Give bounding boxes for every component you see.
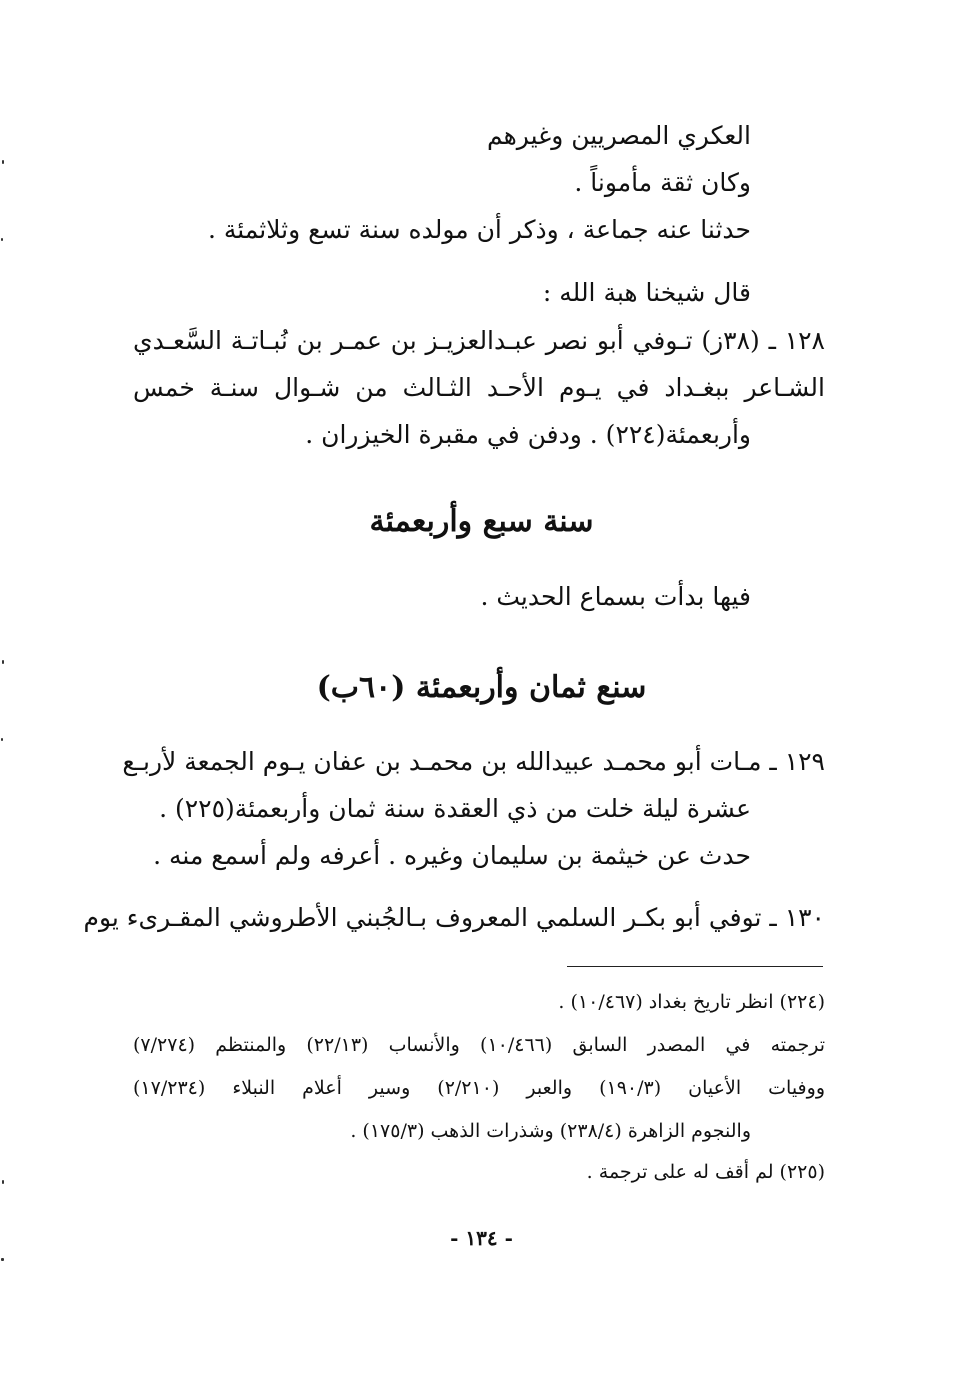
scan-speck [2,1180,4,1184]
entry-129-line-2: عشرة ليلة خلت من ذي العقدة سنة ثمان وأربعمئة(٢٢٥) . [159,794,751,823]
page-number: - ١٣٤ - [450,1226,513,1250]
footnote-224-line-3: ووفيات الأعيان (١٩٠/٣) والعبر (٢/٢١٠) وسير أعلام النبلاء (١٧/٢٣٤) [133,1077,825,1099]
entry-128-line-3: وأربعمئة(٢٢٤) . ودفن في مقبرة الخيزران . [305,420,751,449]
intro-line-2: وكان ثقة مأموناً . [574,168,751,197]
entry-129-line-1: ١٢٩ ـ مـات أبو محمـد عبيدالله بن محمـد بن عفان يـوم الجمعة لأربـع [122,747,825,776]
entry-128-line-2: الشـاعر ببغـداد في يـوم الأحـد الثـالث من شـوال سنـة خمس [133,373,825,402]
footnote-divider [567,966,823,967]
section-heading-407: سنة سبع وأربعمئة [369,504,594,539]
footnote-225: (٢٢٥) لم أقف له على ترجمة . [586,1161,825,1183]
scan-speck [1,1258,4,1261]
intro-line-1: العكري المصريين وغيرهم [486,121,751,150]
entry-130-line-1: ١٣٠ ـ توفي أبو بكـر السلمي المعروف بـالجُبني الأطروشي المقـرىء يوم [83,903,825,932]
scan-speck [2,160,4,164]
footnote-224-line-1: (٢٢٤) انظر تاريخ بغداد (١٠/٤٦٧) . [558,991,825,1013]
section-heading-408: سنع ثمان وأربعمئة (٦٠ب) [316,670,647,705]
scan-speck [1,738,3,741]
footnote-224-line-4: والنجوم الزاهرة (٢٣٨/٤) وشذرات الذهب (١٧٥/٣) . [350,1120,751,1142]
entry-129-line-3: حدث عن خيثمة بن سليمان وغيره . أعرفه ولم أسمع منه . [153,841,751,870]
scan-speck [1,238,3,241]
intro-line-3: حدثنا عنه جماعة ، وذكر أن مولده سنة تسع وثلاثمئة . [207,215,751,244]
footnote-224-line-2: ترجمته في المصدر السابق (١٠/٤٦٦) والأنساب (٢٢/١٣) والمنتظم (٧/٢٧٤) [133,1034,825,1056]
section-407-text: فيها بدأت بسماع الحديث . [480,582,751,611]
entry-128-line-1: ١٢٨ ـ (٣٨ز) تـوفي أبو نصر عبـدالعزيـز بن عمـر بن نُبـاتـة السَّعـدي [133,326,825,355]
scan-speck [2,660,4,664]
shaykh-line: قال شيخنا هبة الله : [542,278,751,307]
